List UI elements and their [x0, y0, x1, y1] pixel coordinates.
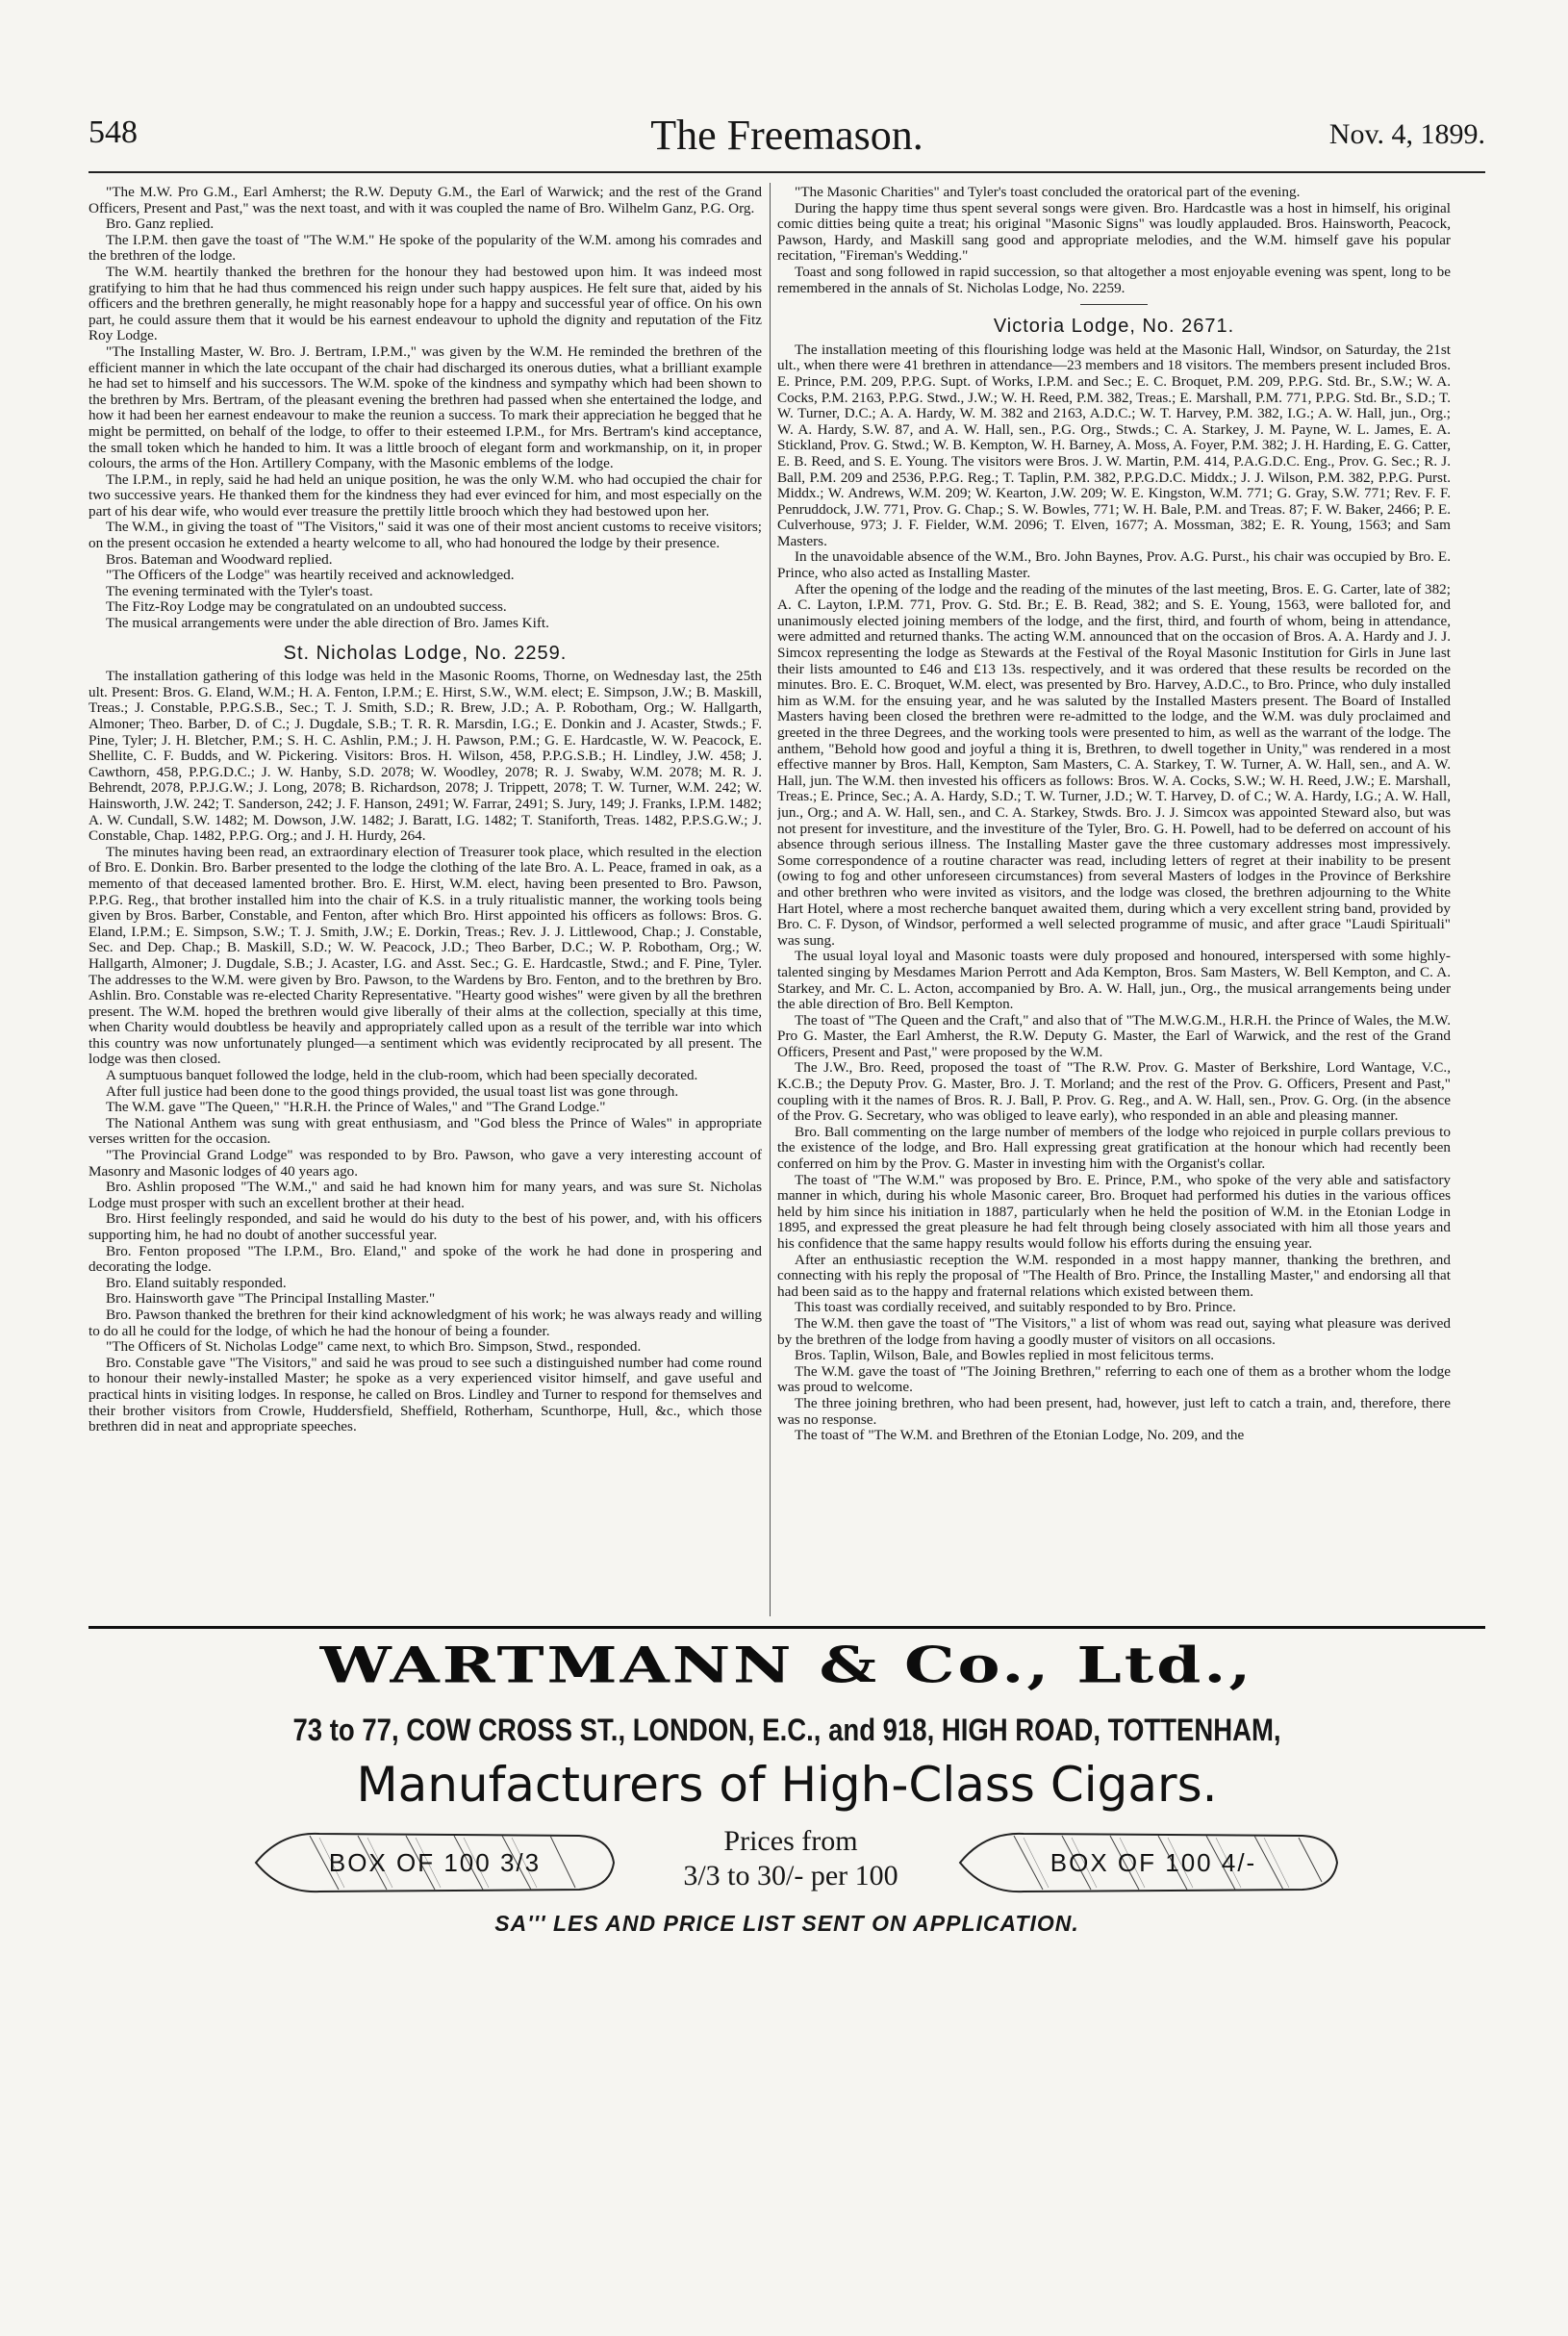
ad-tagline: Manufacturers of High-Class Cigars.: [356, 1757, 1218, 1813]
paragraph: The evening terminated with the Tyler's toast.: [106, 582, 373, 599]
paragraph: During the happy time thus spent several songs were given. Bro. Hardcastle was a host in himself, his original comic ditties being quite a treat; his original "Masonic Signs" was loudly applauded. Bros. Hainsworth, Peacock, Pawson, Hardy, and Maskill sang good and appropriate melodies, and the W.M. himself gave his popular recitation, "Fireman's Wedding.": [777, 199, 1451, 265]
paragraph: Bro. Hirst feelingly responded, and said he would do his duty to the best of his power, and, with his officers supporting him, he had no doubt of another successful year.: [89, 1210, 762, 1243]
paragraph: Bros. Taplin, Wilson, Bale, and Bowles replied in most felicitous terms.: [795, 1347, 1215, 1364]
paragraph: The W.M. heartily thanked the brethren for the honour they had bestowed upon him. It was indeed most gratifying to him that he had thus commenced his reign under such happy auspices. He felt sure that, aided by his officers and the brethren generally, he might reasonably hope for a happy and successful year of office. On his own part, he could assure them that it would be his earnest endeavour to uphold the dignity and reputation of the Fitz Roy Lodge.: [89, 263, 762, 344]
paragraph: The toast of "The W.M. and Brethren of the Etonian Lodge, No. 209, and the: [795, 1427, 1245, 1444]
paragraph: This toast was cordially received, and suitably responded to by Bro. Prince.: [795, 1299, 1236, 1316]
paragraph: Bro. Hainsworth gave "The Principal Installing Master.": [106, 1290, 436, 1308]
paragraph: After the opening of the lodge and the reading of the minutes of the last meeting, Bros. E. G. Carter, late of 382; A. C. Layton, I.P.M. 771, Prov. G. Std. Br.; E. B. Read, 382; and S. E. Young, 1563, were balloted for, and unanimously elected joining members of the lodge, and the first, third, and fourth of whom, being in attendance, were admitted and returned thanks. The acting W.M. announced that on the occasion of Bros. A. A. Hardy and J. J. Simcox representing the lodge as Stewards at the Festival of the Royal Masonic Institution for Girls in June last their lists amounted to £46 and £13 13s. respectively, and it was ordered that these results be recorded on the minutes. Bro. E. C. Broquet, W.M. elect, was presented by Bro. Harvey, A.D.C., to Bro. Prince, who duly installed him as W.M. for the ensuing year, and he was saluted by the Installed Masters present. The Board of Installed Masters having been closed the brethren were re-admitted to the lodge, and the W.M. was duly proclaimed and greeted in the three Degrees, and the working tools were presented to him, as well as the warrant of the lodge. The anthem, "Behold how good and joyful a thing it is, Brethren, to dwell together in Unity," was rendered in a most effective manner by Bros. Hall, Kempton, Sam Masters, C. A. Starkey, T. W. Turner, A. W. Hall, sen., and A. W. Hall, jun. The W.M. then invested his officers as follows: Bros. W. A. Cocks, S.W.; W. H. Reed, J.W.; E. Marshall, Treas.; E. Prince, Sec.; A. A. Hardy, S.D.; T. W. Turner, J.D.; W. T. Harvey, D. of C.; W. A. Hardy, I.G.; A. W. Hall, jun., Org.; and A. W. Hall, sen., and C. A. Starkey, Stwds. Bro. J. J. Simcox was appointed Steward also, but was not present for investiture, and the investiture of the Tyler, Bro. G. H. Powell, had to be deferred on account of his absence through serious illness. The Installing Master gave the three customary addresses most impressively. Some correspondence of a routine character was read, including letters of regret at their inability to be present (owing to fog and other unforeseen circumstances) from several Masters of lodges in the Province of Berkshire and other brethren who were invited as visitors, and the lodge was closed, the brethren adjourning to the White Hart Hotel, where a most recherche banquet awaited them, during which a very excellent string band, provided by Bro. C. F. Dyson, of Windsor, performed a well selected programme of music, and after grace "Laudi Spirituali" was sung.: [777, 580, 1451, 949]
paragraph: Bro. Ball commenting on the large number of members of the lodge who rejoiced in purple collars previous to the existence of the lodge, and Bro. Hall expressing great gratification at the honour which had recently been conferred on him by the Prov. G. Master in investing him with the Organist's collar.: [777, 1123, 1451, 1173]
paragraph: The National Anthem was sung with great enthusiasm, and "God bless the Prince of Wales" in appropriate verses written for the occasion.: [89, 1114, 762, 1148]
paragraph: The three joining brethren, who had been present, had, however, just left to catch a train, and, therefore, there was no response.: [777, 1394, 1451, 1428]
paragraph: Bro. Ashlin proposed "The W.M.," and said he had known him for many years, and was sure St. Nicholas Lodge must prosper with such an excellent brother at their head.: [89, 1179, 762, 1211]
paragraph: The W.M. then gave the toast of "The Visitors," a list of whom was read out, saying what pleasure was derived by the brethren of the lodge from having a goodly muster of visitors on all occasions.: [777, 1314, 1451, 1348]
right-column: [777, 185, 1451, 1618]
paragraph: After an enthusiastic reception the W.M. responded in a most happy manner, thanking the brethren, and connecting with his reply the proposal of "The Health of Bro. Prince, the Installing Master," and endorsing all that had been said as to the happy and fraternal relations which existed between them.: [777, 1251, 1451, 1300]
page-number: 548: [89, 114, 138, 150]
paragraph: The I.P.M. then gave the toast of "The W.M." He spoke of the popularity of the W.M. among his comrades and the brethren of the lodge.: [89, 231, 762, 265]
paragraph: The installation meeting of this flourishing lodge was held at the Masonic Hall, Windsor, on Saturday, the 21st ult., when there were 41 brethren in attendance—23 members and 18 visitors. The members present included Bros. E. Prince, P.M. 209, P.P.G. Supt. of Works, I.P.M. and Sec.; E. C. Broquet, P.M. 209, P.P.G. Std. Br., S.W.; W. A. Cocks, P.M. 2163, P.P.G. Stwd., J.W.; W. H. Reed, P.M. 382, Treas.; E. Marshall, P.M. 771, P.P.G. Std. Br., S.D.; T. W. Turner, D.C.; A. A. Hardy, W. M. 382 and 2163, A.D.C.; W. T. Harvey, P.M. 382, I.G.; A. W. Hall, jun., Org.; W. A. Hardy, S.W. 87, and A. W. Hall, sen., P.G. Org., Stwds.; C. A. Starkey, J. M. Payne, W. L. James, E. A. Stickland, Prov. G. Stwd.; W. B. Kempton, W. H. Barney, A. Moss, A. Foyer, P.M. 382; J. H. Harding, E. G. Catter, E. B. Reed, and S. E. Young. The visitors were Bros. J. W. Martin, P.M. 414, P.A.G.D.C. Eng., Prov. G. Sec.; R. J. Ball, P.M. 209 and 2536, P.P.G. Reg.; T. Taplin, P.M. 382, P.P.G.D.C. Middx.; J. J. Wilson, P.M. 382, P.P.G. Purst. Middx.; W. Andrews, W.M. 209; W. Kearton, J.W. 209; W. E. Kingston, W.M. 771; G. Gray, S.W. 771; Rev. F. F. Penruddock, J.W. 771, Prov. G. Chap.; S. W. Bowles, 771; W. H. Bale, P.M. and Treas. 87; F. W. Baker, 2466; P. E. Culverhouse, 973; J. F. Fielder, W.M. 2096; T. Elven, 1677; A. Mossman, 382; E. R. Young, 1563; and Sam Masters.: [777, 341, 1451, 549]
paragraph: Toast and song followed in rapid succession, so that altogether a most enjoyable evening was spent, long to be remembered in the annals of St. Nicholas Lodge, No. 2259.: [777, 263, 1451, 296]
paragraph: "The Installing Master, W. Bro. J. Bertram, I.P.M.," was given by the W.M. He reminded the brethren of the efficient manner in which the late occupant of the chair had discharged its onerous duties, what a brilliant example he had set to himself and his successors. The W.M. spoke of the kindness and sympathy which had been shown to the brethren by Mrs. Bertram, of the pleasant evening the brethren had passed when she entertained the lodge, and how it had been her earnest endeavour to make the reunion a success. To mark their appreciation he begged that he might be permitted, on behalf of the lodge, to offer to their esteemed I.P.M., for Mrs. Bertram's kind acceptance, the small token which he handed to him. It was a little brooch of elegant form and workmanship, on it, in proper colours, the arms of the Hon. Artillery Company, with the Masonic emblems of the lodge.: [89, 343, 762, 472]
paragraph: Bro. Constable gave "The Visitors," and said he was proud to see such a distinguished number had come round to honour their newly-installed Master; he spoke as a very experienced visitor himself, and gave useful and practical hints in visiting lodges. In response, he called on Bros. Lindley and Turner to respond for themselves and their brother visitors from Crowle, Huddersfield, Sheffield, Rotherham, Scunthorpe, Hull, &c., which those brethren did in neat and appropriate speeches.: [89, 1354, 762, 1435]
paragraph: The usual loyal loyal and Masonic toasts were duly proposed and honoured, interspersed with some highly-talented singing by Mesdames Marion Perrott and Ada Kempton, Bros. Sam Masters, W. Bell Kempton, and C. A. Starkey, and Mr. C. L. Acton, accompanied by Bro. A. W. Hall, jun., Org., the musical arrangements being under the able direction of Bro. Bell Kempton.: [777, 948, 1451, 1013]
paragraph: After full justice had been done to the good things provided, the usual toast list was gone through.: [106, 1082, 679, 1100]
ad-samples-note: SA''' LES AND PRICE LIST SENT ON APPLICATION.: [494, 1911, 1079, 1936]
ad-address: 73 to 77, COW CROSS ST., LONDON, E.C., and 918, HIGH ROAD, TOTTENHAM,: [292, 1713, 1281, 1747]
left-intro-text: [89, 185, 762, 632]
wartmann-advertisement: [89, 1636, 1485, 2136]
paragraph: The W.M. gave the toast of "The Joining Brethren," referring to each one of them as a brother whom the lodge was proud to welcome.: [777, 1362, 1451, 1396]
header-rule: [89, 171, 1485, 173]
section-heading-st-nicholas: St. Nicholas Lodge, No. 2259.: [283, 642, 568, 664]
paragraph: "The Masonic Charities" and Tyler's toast concluded the oratorical part of the evening.: [795, 185, 1301, 200]
cigar-left-illustration: [252, 1824, 618, 1901]
cigar-left-label: BOX OF 100 3/3: [328, 1848, 542, 1877]
paragraph: "The Officers of the Lodge" was heartily received and acknowledged.: [106, 567, 515, 584]
paragraph: Bro. Ganz replied.: [106, 216, 215, 233]
paragraph: The installation gathering of this lodge was held in the Masonic Rooms, Thorne, on Wednesday last, the 25th ult. Present: Bros. G. Eland, W.M.; H. A. Fenton, I.P.M.; E. Hirst, S.W., W.M. elect; E. Simpson, J.W.; B. Maskill, Treas.; J. Constable, P.P.G.S.B., Sec.; T. J. Smith, S.D.; R. Brew, J.D.; A. P. Robotham, Org.; W. Hallgarth, Almoner; Theo. Barber, D. of C.; J. Dugdale, S.B.; T. R. R. Marsdin, I.G.; E. Donkin and J. Acaster, Stwds.; F. Pine, Tyler; J. H. Bletcher, P.M.; S. H. C. Ashlin, P.M.; J. H. Pawson, P.M.; G. E. Hardcastle, W. W. Peacock, E. Shellite, C. F. Budds, and W. Pickering. Visitors: Bros. H. Wilson, 458, P.P.G.S.B.; H. Lindley, J.W. 458; J. Cawthorn, 458, P.P.G.D.C.; J. W. Hanby, S.D. 2078; W. Woodley, 2078; R. J. Swaby, W.M. 2078; M. R. J. Behrendt, 2078, P.P.J.G.W.; J. Long, 2078; B. Richardson, 2078; J. Trippett, 2078; T. W. Turner, W.M. 242; W. Hainsworth, J.W. 242; T. Sanderson, 242; J. F. Hanson, 2491; W. Farrar, 2491; S. Jury, 149; J. Franks, I.P.M. 1482; A. W. Cundall, S.W. 1482; M. Dowson, J.W. 1482; J. Baratt, I.G. 1482; T. Staniforth, Treas. 1482, P.P.S.G.W.; J. Constable, Chap. 1482, P.P.G. Org.; and J. H. Hurdy, 264.: [89, 668, 762, 845]
ad-brand: WARTMANN & Co., Ltd.,: [319, 1636, 1254, 1694]
paragraph: The musical arrangements were under the able direction of Bro. James Kift.: [106, 615, 549, 632]
publication-title: The Freemason.: [650, 112, 923, 159]
paragraph: A sumptuous banquet followed the lodge, held in the club-room, which had been specially decorated.: [106, 1067, 698, 1084]
paragraph: The Fitz-Roy Lodge may be congratulated on an undoubted success.: [106, 598, 507, 616]
paragraph: Bro. Eland suitably responded.: [106, 1274, 287, 1291]
ad-prices: [646, 1824, 935, 1893]
cigar-right-label: BOX OF 100 4/-: [1050, 1848, 1257, 1877]
st-nicholas-report: [89, 669, 762, 1435]
paragraph: The J.W., Bro. Reed, proposed the toast of "The R.W. Prov. G. Master of Berkshire, Lord Wantage, V.C., K.C.B.; the Deputy Prov. G. Master, Bro. J. T. Morland; and the rest of the Prov. G. Officers, Present and Past," coupling with it the names of Bros. R. J. Ball, P. Prov. G. Reg., and A. W. Hall, sen., Prov. G. Org. (in the absence of the Prov. G. Secretary, who was obliged to leave early), who responded in an able and pleasing manner.: [777, 1059, 1451, 1125]
victoria-report: [777, 343, 1451, 1444]
paragraph: "The Provincial Grand Lodge" was responded to by Bro. Pawson, who gave a very interesting account of Masonry and Masonic lodges of 40 years ago.: [89, 1147, 762, 1180]
paragraph: In the unavoidable absence of the W.M., Bro. John Baynes, Prov. A.G. Purst., his chair was occupied by Bro. E. Prince, who also acted as Installing Master.: [777, 548, 1451, 582]
paragraph: The I.P.M., in reply, said he had held an unique position, he was the only W.M. who had occupied the chair for two successive years. He thanked them for the kindness they had ever evinced for him, and most especially on the part of his dear wife, who would ever treasure the prettily little brooch which they had bestowed upon her.: [89, 470, 762, 520]
paragraph: "The M.W. Pro G.M., Earl Amherst; the R.W. Deputy G.M., the Earl of Warwick; and the rest of the Grand Officers, Present and Past," was the next toast, and with it was coupled the name of Bro. Wilhelm Ganz, P.G. Org.: [89, 185, 762, 216]
right-intro-text: [777, 185, 1451, 296]
paragraph: The toast of "The Queen and the Craft," and also that of "The M.W.G.M., H.R.H. the Prince of Wales, the M.W. Pro G. Master, the Earl Amherst, the R.W. Deputy G. Master, the Earl of Warwick, and the rest of the Grand Officers, Present and Past," were proposed by the W.M.: [777, 1011, 1451, 1060]
section-heading-victoria: Victoria Lodge, No. 2671.: [993, 316, 1235, 338]
paragraph: Bro. Fenton proposed "The I.P.M., Bro. Eland," and spoke of the work he had done in prospering and decorating the lodge.: [89, 1242, 762, 1276]
paragraph: The toast of "The W.M." was proposed by Bro. E. Prince, P.M., who spoke of the very able and satisfactory manner in which, during his whole Masonic career, Bro. Broquet had performed his duties in the various offices held by him since his initiation in 1887, particularly when he held the position of W.M. in the Etonian Lodge in 1895, and expressed the great pleasure he had felt through being closely associated with him all those years and his confidence that the same happy results would follow his efforts during the ensuing year.: [777, 1171, 1451, 1252]
paragraph: Bros. Bateman and Woodward replied.: [106, 550, 333, 568]
page-header: [89, 111, 1485, 165]
column-divider: [770, 183, 771, 1616]
issue-date: Nov. 4, 1899.: [1328, 118, 1485, 150]
section-rule: [1080, 304, 1148, 305]
paragraph: Bro. Pawson thanked the brethren for their kind acknowledgment of his work; he was always ready and willing to do all he could for the lodge, of which he had the honour of being a founder.: [89, 1306, 762, 1339]
paragraph: The minutes having been read, an extraordinary election of Treasurer took place, which resulted in the election of Bro. E. Donkin. Bro. Barber presented to the lodge the clothing of the late Bro. A. L. Peace, framed in oak, as a memento of that deceased lamented brother. Bro. E. Hirst, W.M. elect, having been presented to Bro. Pawson, P.P.G. Reg., that brother installed him into the chair of K.S. in a truly ritualistic manner, the working tools being given by Bros. Barber, Constable, and Fenton, after which Bro. Hirst appointed his officers as follows: Bros. G. Eland, I.P.M.; E. Simpson, S.W.; T. J. Smith, J.W.; E. Dorkin, Treas.; Rev. J. J. Littlewood, Chap.; J. Constable, Sec. and Dep. Chap.; B. Maskill, S.D.; W. W. Peacock, J.D.; Theo Barber, D.C.; W. P. Robotham, Org.; W. Hallgarth, Almoner; J. Dugdale, S.B.; J. Acaster, I.G. and Asst. Sec.; G. E. Hardcastle, Stwd.; and F. Pine, Tyler. The addresses to the W.M. were given by Bro. Pawson, to the Wardens by Bro. Fenton, and to the brethren by Bro. Ashlin. Bro. Constable was re-elected Charity Representative. "Hearty good wishes" were given by all the brethren present. The W.M. hoped the brethren would give liberally of their alms at the collection, specially at this time, when Charity would doubtless be heavily and appropriately called upon as a result of the terrible war into which this country was now unfortunately plunged—a sentiment which was evidently reciprocated by all present. The lodge was then closed.: [89, 843, 762, 1068]
cigar-right-illustration: [956, 1824, 1341, 1901]
prices-line-1: Prices from: [723, 1825, 858, 1857]
paragraph: The W.M., in giving the toast of "The Visitors," said it was one of their most ancient customs to receive visitors; on the present occasion he extended a hearty welcome to all, who had honoured the lodge by their presence.: [89, 519, 762, 552]
paragraph: "The Officers of St. Nicholas Lodge" came next, to which Bro. Simpson, Stwd., responded.: [106, 1338, 642, 1356]
left-column: [89, 185, 762, 1618]
prices-line-2: 3/3 to 30/- per 100: [683, 1860, 898, 1892]
paragraph: The W.M. gave "The Queen," "H.R.H. the Prince of Wales," and "The Grand Lodge.": [106, 1099, 606, 1116]
advert-rule: [89, 1626, 1485, 1629]
